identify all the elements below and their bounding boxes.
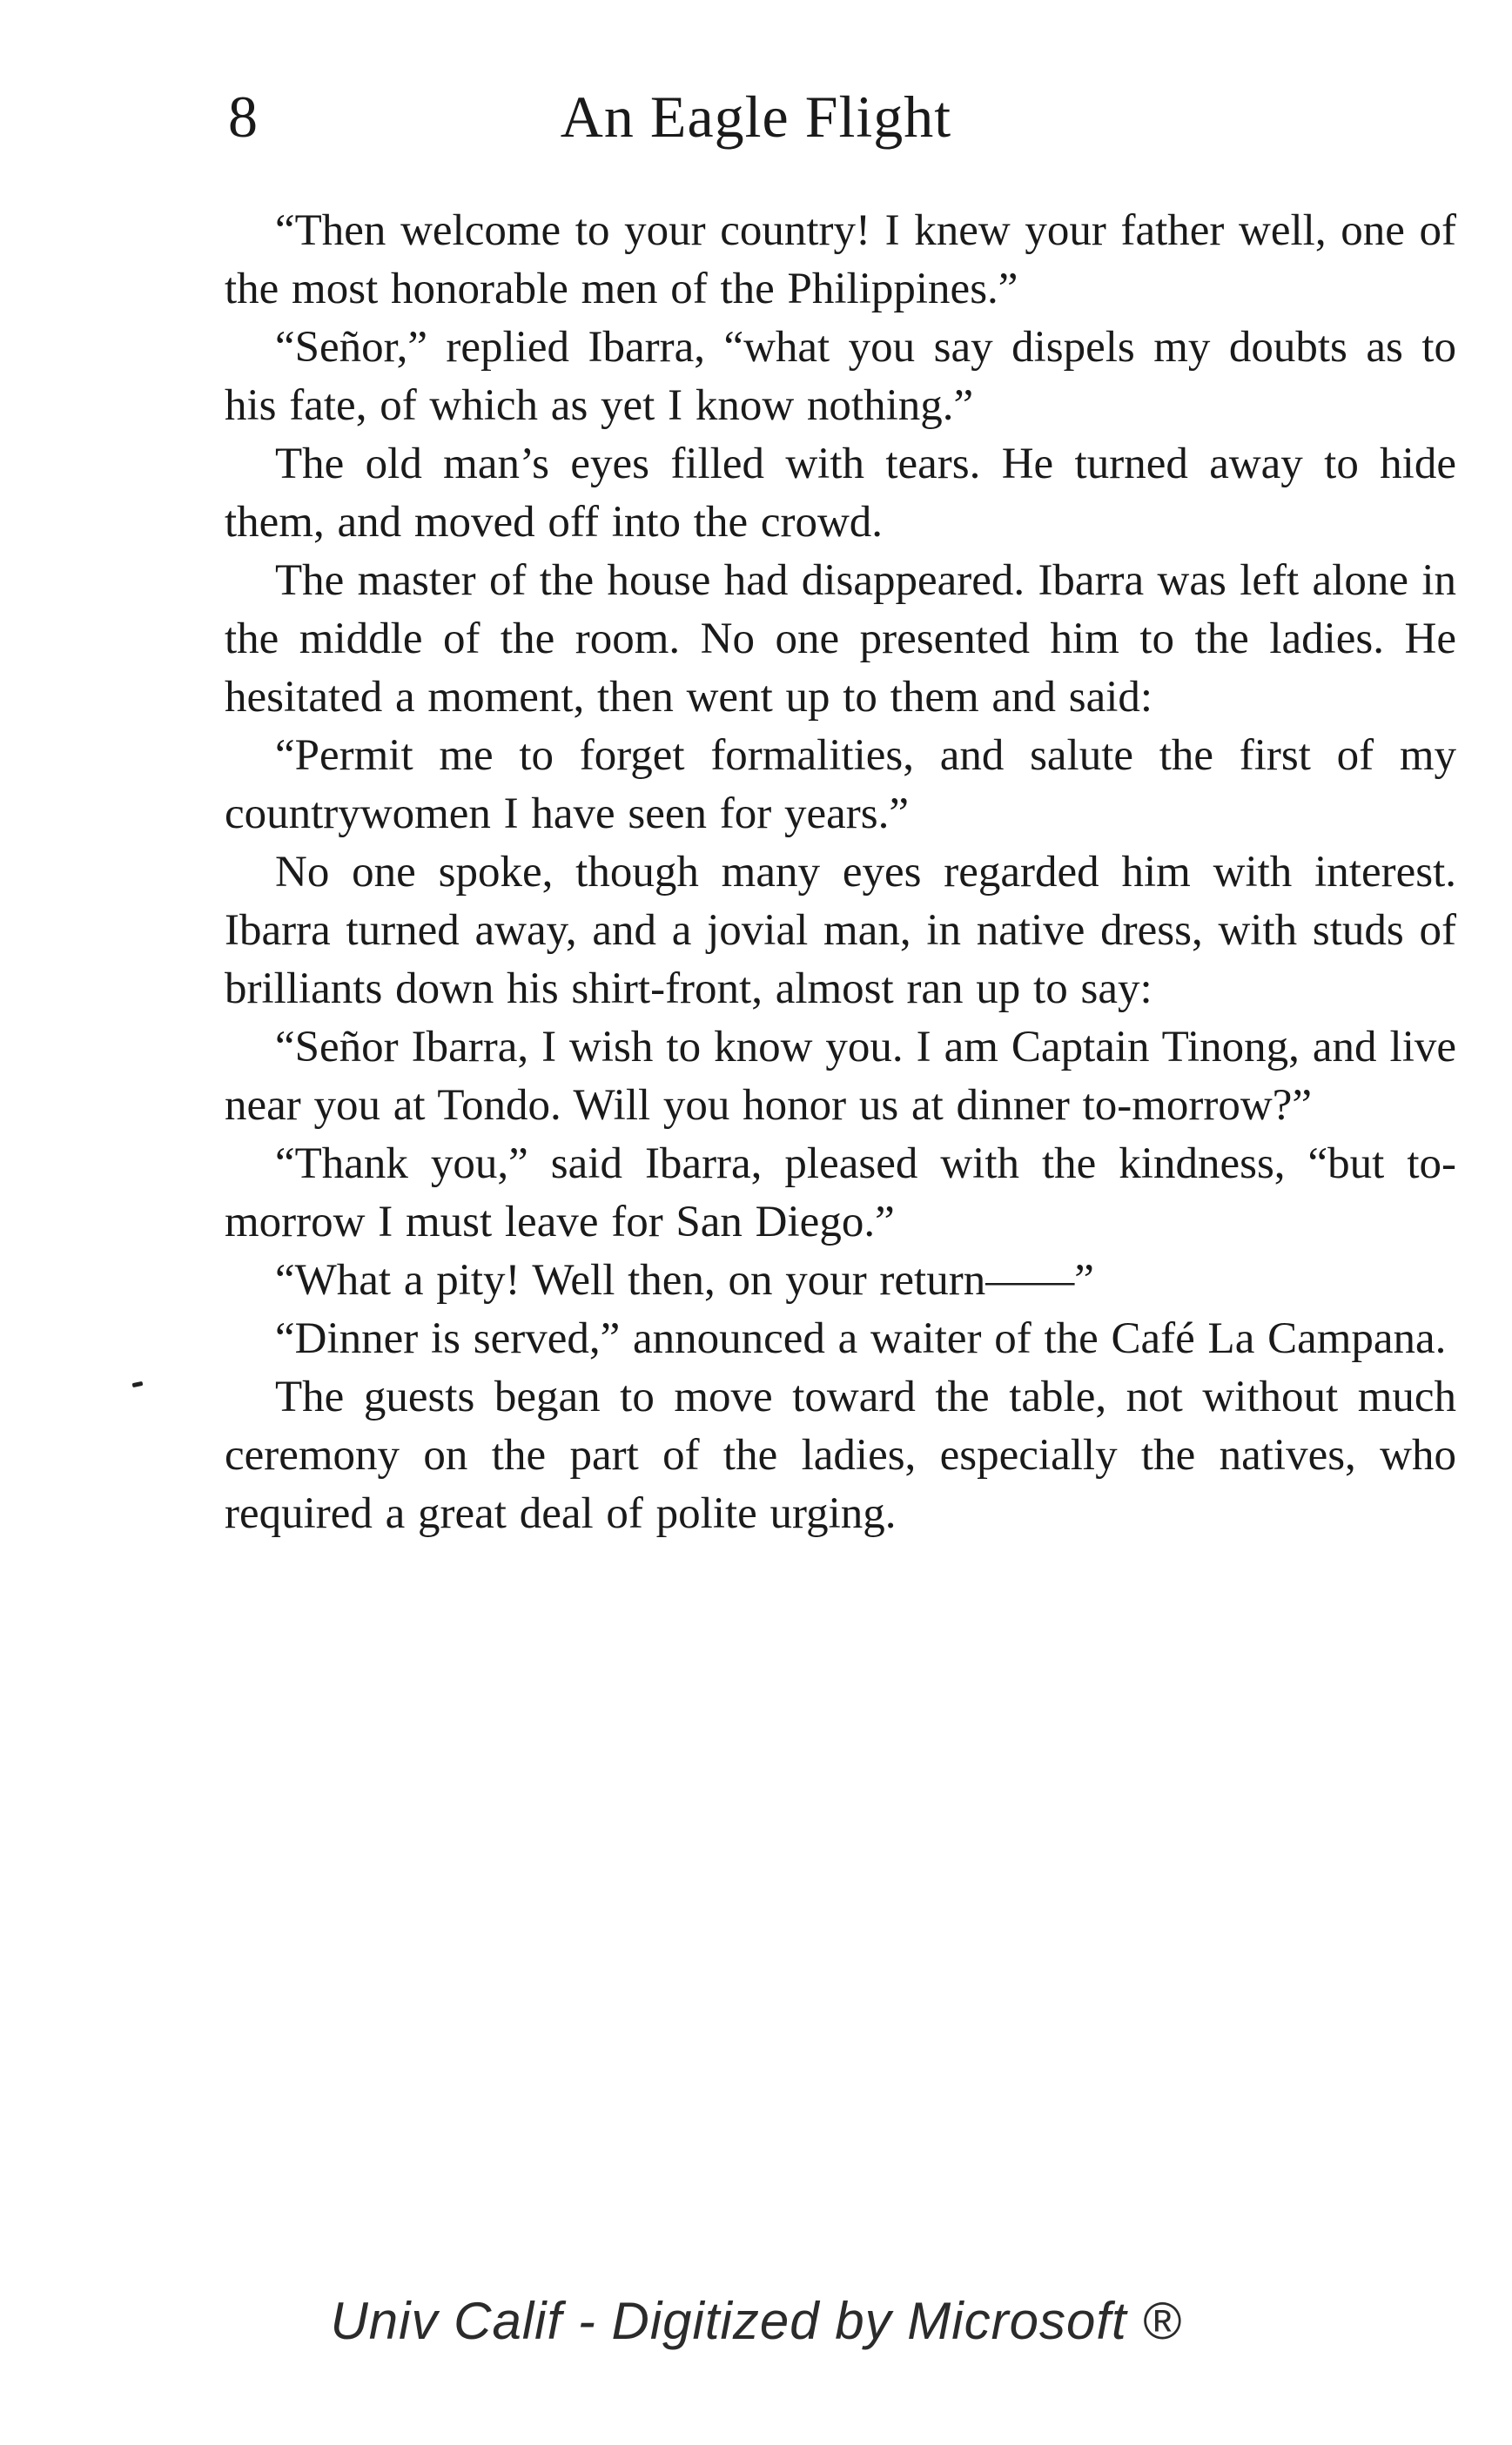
paragraph: No one spoke, though many eyes regarded him with interest. Ibarra turned away, and a jovial man, in native dress, with studs of brilliants down his shirt-front, almost ran up to say: xyxy=(225,848,1456,1013)
paragraph: “Then welcome to your country! I knew your father well, one of the most honorable men of the Philippines.” xyxy=(225,206,1456,313)
paragraph: “Permit me to forget formalities, and salute the first of my countrywomen I have seen for years.” xyxy=(225,731,1456,838)
digitization-watermark: Univ Calif - Digitized by Microsoft ® xyxy=(330,2292,1182,2350)
body-text xyxy=(225,202,1456,1543)
running-title: An Eagle Flight xyxy=(560,84,952,150)
paragraph: The master of the house had disappeared. Ibarra was left alone in the middle of the room. No one presented him to the ladies. He hesitated a moment, then went up to them and said: xyxy=(225,556,1456,722)
paragraph: “Dinner is served,” announced a waiter of the Café La Campana. xyxy=(275,1314,1447,1363)
paragraph: “Señor,” replied Ibarra, “what you say dispels my doubts as to his fate, of which as yet I know nothing.” xyxy=(225,323,1456,430)
paragraph: The guests began to move toward the table, not without much ceremony on the part of the ladies, especially the natives, who required a great deal of polite urging. xyxy=(225,1373,1456,1538)
paragraph: The old man’s eyes filled with tears. He turned away to hide them, and moved off into the crowd. xyxy=(225,440,1456,547)
paragraph: “Thank you,” said Ibarra, pleased with the kindness, “but to-morrow I must leave for San Diego.” xyxy=(225,1139,1456,1246)
page-number: 8 xyxy=(228,84,258,150)
paragraph: “Señor Ibarra, I wish to know you. I am Captain Tinong, and live near you at Tondo. Will you honor us at dinner to-morrow?” xyxy=(225,1023,1456,1130)
stray-ink-mark xyxy=(132,1381,144,1387)
paragraph: “What a pity! Well then, on your return——” xyxy=(275,1256,1094,1305)
